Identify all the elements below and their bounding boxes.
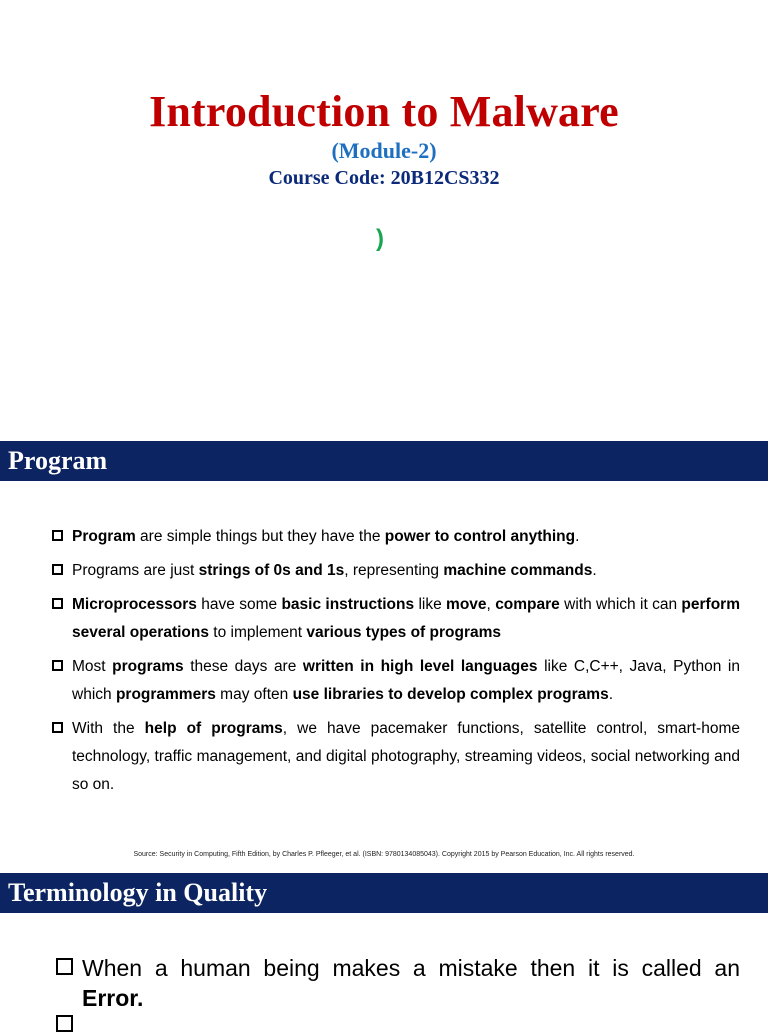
text-run: like C,C++, Java, Python in which (72, 658, 740, 703)
course-code: Course Code: 20B12CS332 (268, 167, 500, 189)
program-bullet-list (52, 523, 740, 805)
title-slide (0, 0, 768, 420)
bold-phrase: help of programs (144, 720, 283, 737)
slide-title: Introduction to Malware (149, 87, 619, 136)
checkbox-bullet-icon (52, 660, 63, 671)
text-run: With the (72, 720, 145, 737)
bold-phrase: Program (72, 528, 136, 545)
source-citation: Source: Security in Computing, Fifth Edition, by Charles P. Pfleeger, et al. (ISBN: 9780134085043). Copyright 2015 by Pearson Education, Inc. All rights reserved. (133, 851, 635, 858)
checkbox-bullet-icon (52, 564, 63, 575)
text-run: , representing (344, 562, 444, 579)
text-run: , we have pacemaker functions, satellite control, smart-home technology, traffic management, and digital photography, streaming videos, social networking and so on. (72, 720, 740, 793)
program-bullet-text (52, 523, 740, 551)
text-run: may often (215, 686, 293, 703)
program-bullet-item (52, 523, 740, 551)
text-run: with which it can (559, 596, 682, 613)
text-run: . (592, 562, 597, 579)
bold-phrase: compare (495, 596, 560, 613)
terminology-bullet (56, 953, 740, 1013)
green-paren: ) (376, 225, 384, 252)
terminology-heading: Terminology in Quality (0, 873, 768, 913)
bold-phrase: power to control anything (384, 528, 576, 545)
program-bullet-text (52, 591, 740, 647)
program-bullet-text (52, 715, 740, 799)
text-run: Most (72, 658, 113, 675)
bold-phrase: strings of 0s and 1s (198, 562, 345, 579)
module-label: (Module-2) (331, 138, 437, 163)
bold-phrase: use libraries to develop complex programs (292, 686, 609, 703)
text-run: have some (196, 596, 282, 613)
text-run: these days are (183, 658, 303, 675)
terminology-slide (0, 873, 768, 1024)
bold-phrase: machine commands (443, 562, 593, 579)
bold-phrase: programmers (115, 686, 216, 703)
terminology-bullet-text: When a human being makes a mistake then it is called an (82, 955, 740, 981)
bold-phrase: perform several operations (72, 596, 740, 641)
text-run: like (414, 596, 447, 613)
bold-phrase: Microprocessors (72, 596, 197, 613)
bold-phrase: various types of programs (306, 624, 502, 641)
checkbox-bullet-icon (52, 530, 63, 541)
text-run: to implement (208, 624, 307, 641)
bold-phrase: written in high level languages (302, 658, 538, 675)
terminology-bullet-term: Error. (82, 985, 144, 1011)
text-run: . (575, 528, 580, 545)
program-bullet-text (52, 557, 740, 585)
bold-phrase: programs (112, 658, 184, 675)
program-bullet-text (52, 653, 740, 709)
program-heading: Program (0, 441, 768, 481)
program-bullet-item (52, 715, 740, 799)
text-run: are simple things but they have the (135, 528, 385, 545)
text-run: Programs are just (72, 562, 199, 579)
program-bullet-item (52, 557, 740, 585)
program-bullet-item (52, 653, 740, 709)
bold-phrase: move (446, 596, 487, 613)
checkbox-bullet-icon (52, 722, 63, 733)
text-run: , (486, 596, 496, 613)
bold-phrase: basic instructions (281, 596, 415, 613)
checkbox-bullet-icon (52, 598, 63, 609)
text-run: . (608, 686, 614, 703)
program-slide (0, 441, 768, 871)
checkbox-bullet-icon (56, 958, 73, 975)
program-bullet-item (52, 591, 740, 647)
